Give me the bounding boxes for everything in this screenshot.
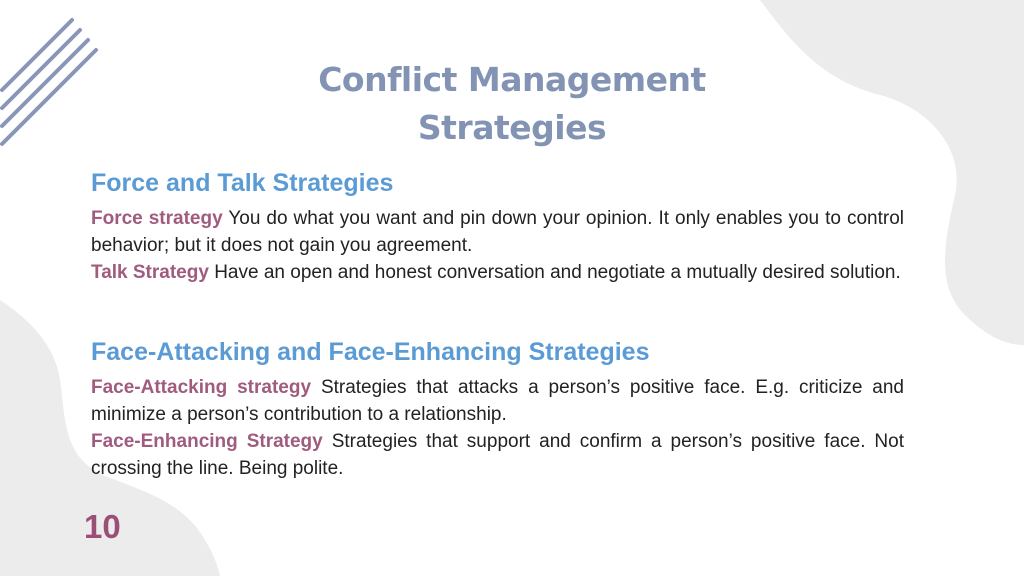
strategy-term: Face-Enhancing Strategy — [91, 431, 323, 452]
strategy-paragraph — [91, 428, 904, 482]
section-heading: Force and Talk Strategies — [91, 169, 394, 197]
strategy-term: Face-Attacking strategy — [91, 377, 312, 398]
strategy-description: Strategies that support and confirm a person’s positive face. Not crossing the line. Being polite. — [91, 431, 904, 479]
strategy-paragraph — [91, 205, 904, 259]
strategy-description: Have an open and honest conversation and negotiate a mutually desired solution. — [214, 262, 901, 283]
strategy-paragraph — [91, 259, 904, 286]
strategy-paragraph — [91, 374, 904, 428]
strategy-description: You do what you want and pin down your opinion. It only enables you to control behavior; but it does not gain you agreement. — [91, 208, 904, 256]
strategy-description: Strategies that attacks a person’s positive face. E.g. criticize and minimize a person’s contribution to a relationship. — [91, 377, 904, 425]
title-line-2: Strategies — [417, 108, 607, 147]
section-heading: Face-Attacking and Face-Enhancing Strategies — [91, 338, 650, 366]
strategy-term: Force strategy — [91, 208, 223, 229]
strategy-term: Talk Strategy — [91, 262, 209, 283]
section-face-strategies — [91, 336, 904, 482]
section-force-talk — [91, 167, 904, 286]
page-number: 10 — [84, 508, 121, 545]
slide-title — [262, 56, 762, 152]
title-line-1: Conflict Management — [318, 60, 706, 99]
